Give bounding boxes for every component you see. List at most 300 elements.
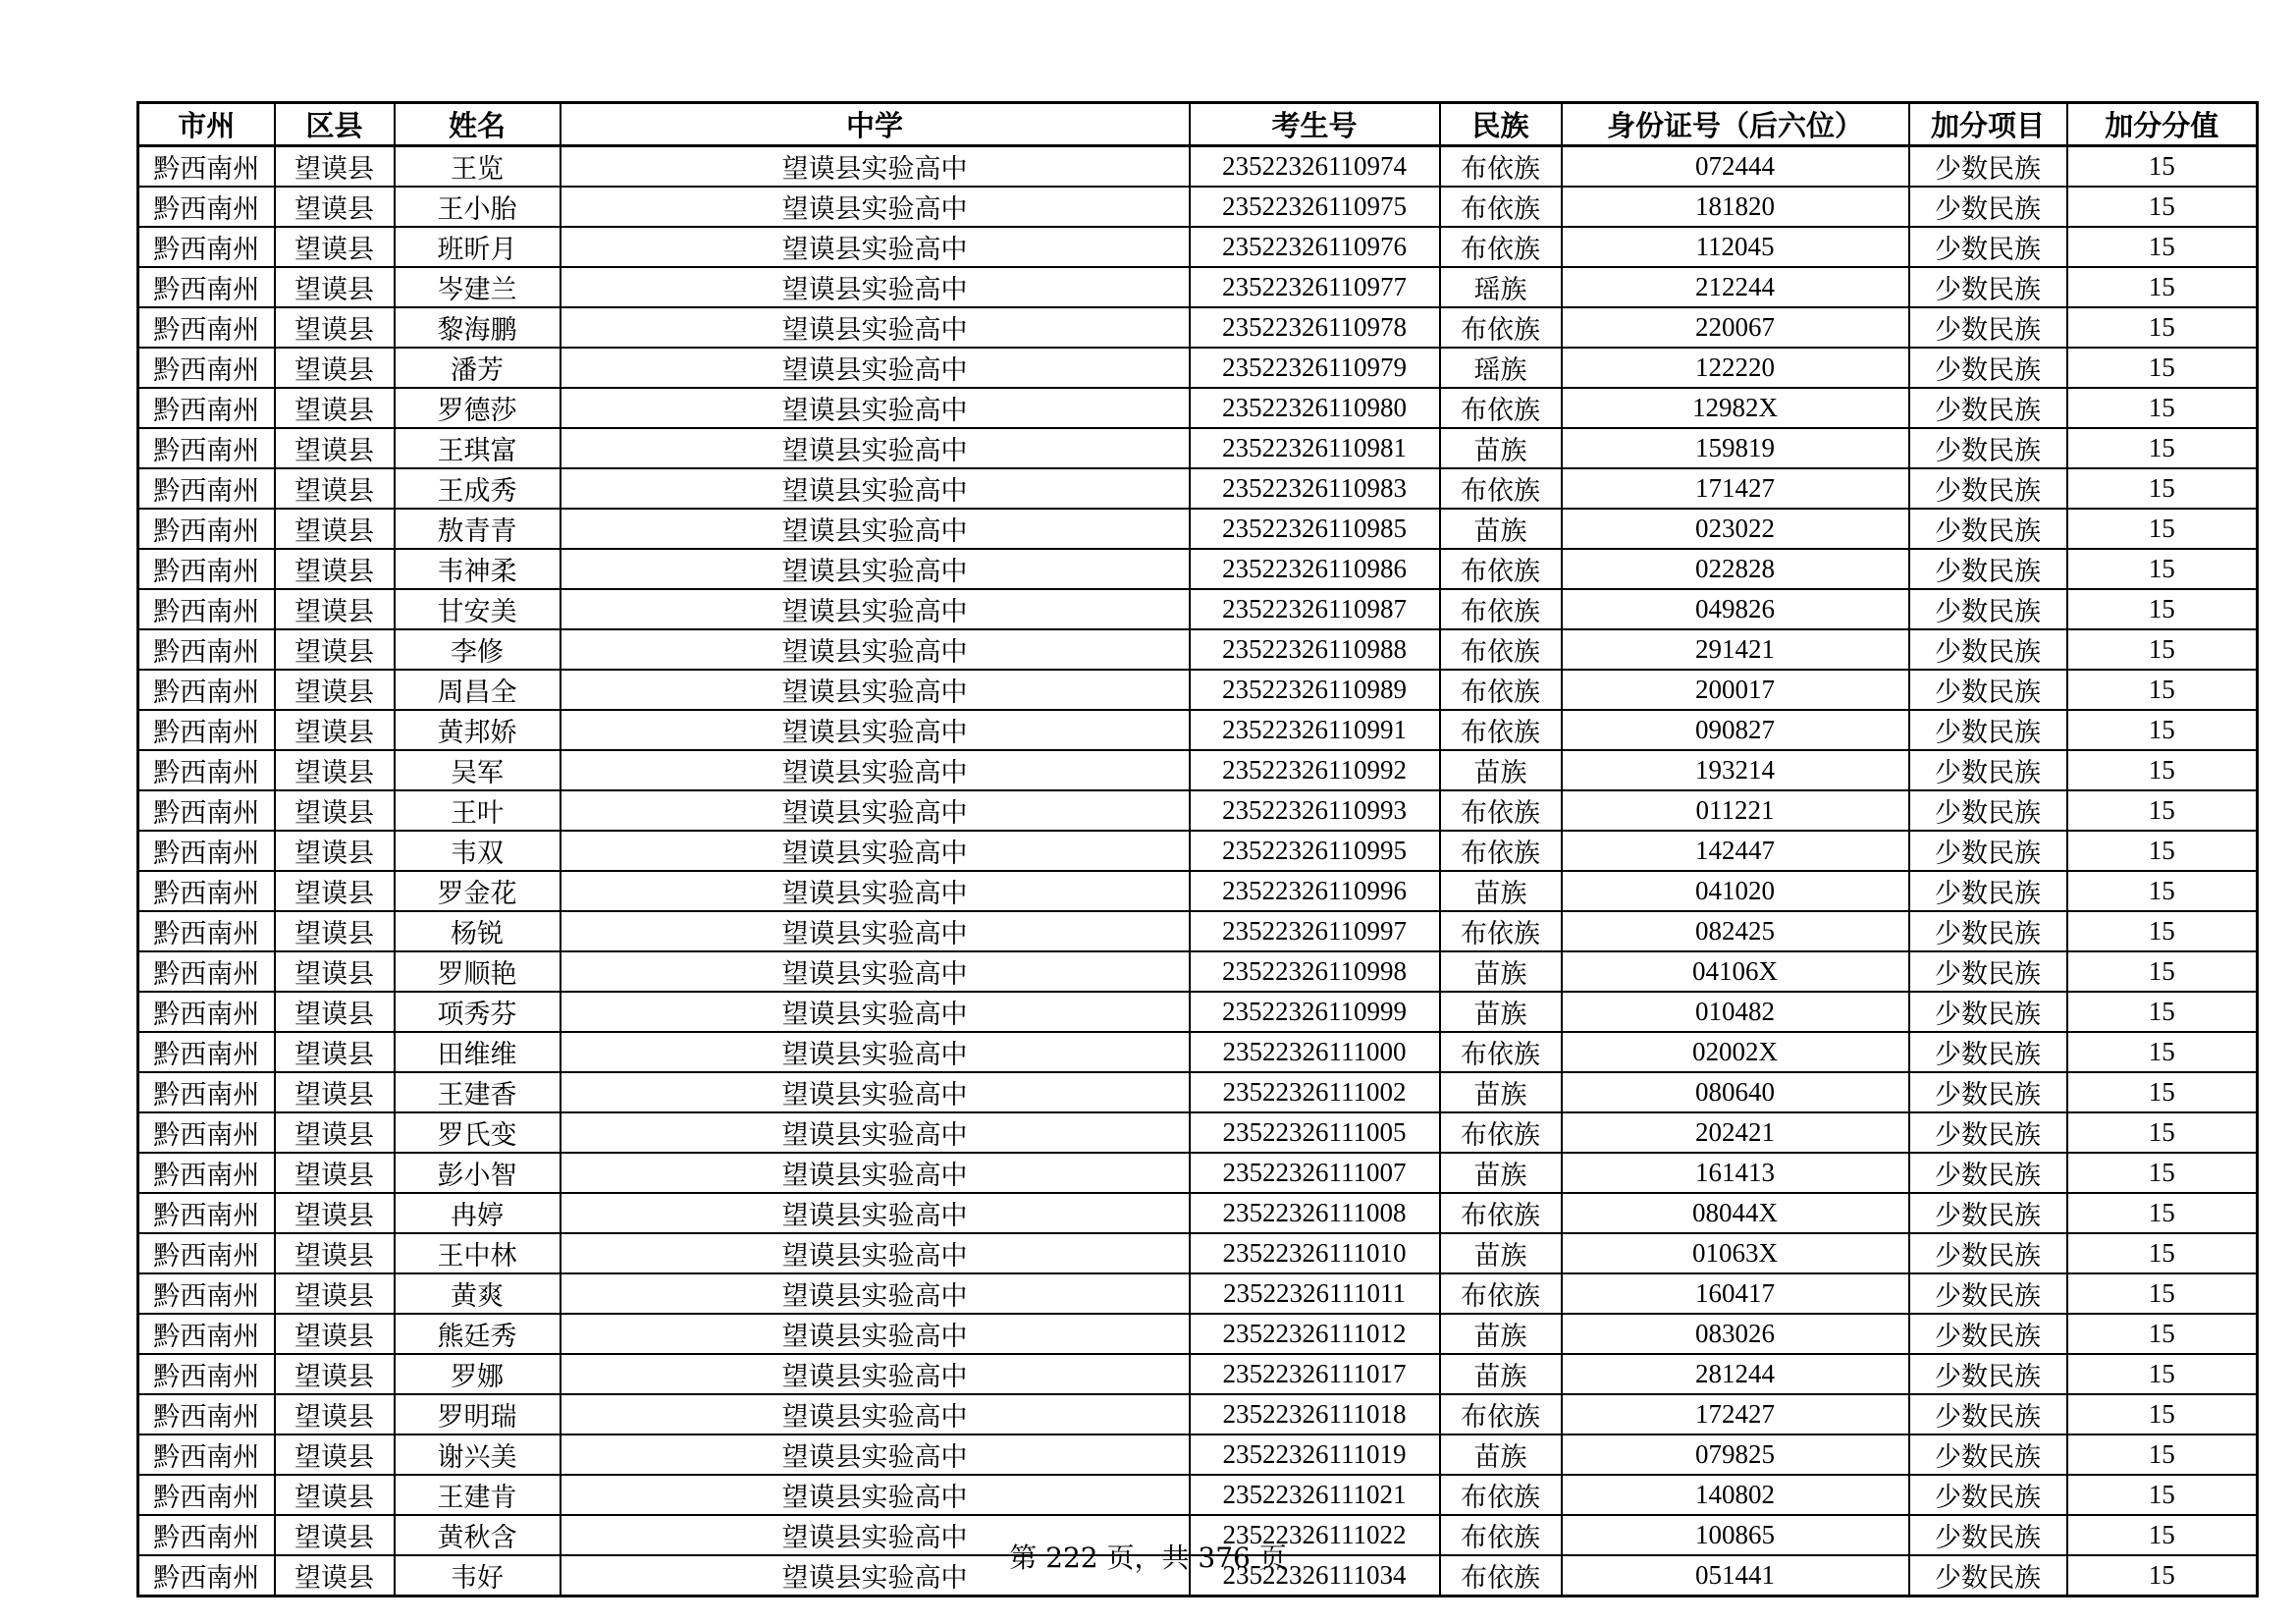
cell-name: 田维维 [395, 1032, 561, 1072]
cell-bonus-item: 少数民族 [1909, 1032, 2067, 1072]
cell-bonus-points: 15 [2067, 1112, 2258, 1153]
cell-name: 王琪富 [395, 428, 561, 468]
cell-bonus-item: 少数民族 [1909, 911, 2067, 951]
cell-school: 望谟县实验高中 [561, 911, 1190, 951]
cell-ethnicity: 布依族 [1440, 468, 1562, 509]
cell-school: 望谟县实验高中 [561, 1435, 1190, 1475]
cell-city: 黔西南州 [138, 388, 275, 428]
cell-bonus-item: 少数民族 [1909, 871, 2067, 911]
cell-city: 黔西南州 [138, 951, 275, 992]
cell-name: 李修 [395, 629, 561, 670]
cell-bonus-points: 15 [2067, 1314, 2258, 1354]
cell-ethnicity: 布依族 [1440, 1032, 1562, 1072]
cell-bonus-points: 15 [2067, 1435, 2258, 1475]
cell-county: 望谟县 [275, 227, 395, 267]
header-ethnicity: 民族 [1440, 103, 1562, 146]
cell-bonus-points: 15 [2067, 549, 2258, 589]
cell-id-last-six: 100865 [1562, 1515, 1909, 1555]
cell-county: 望谟县 [275, 348, 395, 388]
cell-id-last-six: 08044X [1562, 1193, 1909, 1233]
cell-ethnicity: 苗族 [1440, 1233, 1562, 1273]
cell-bonus-item: 少数民族 [1909, 1314, 2067, 1354]
cell-bonus-item: 少数民族 [1909, 831, 2067, 871]
cell-bonus-item: 少数民族 [1909, 388, 2067, 428]
cell-school: 望谟县实验高中 [561, 187, 1190, 227]
cell-city: 黔西南州 [138, 750, 275, 790]
cell-id-last-six: 051441 [1562, 1555, 1909, 1597]
page-number: 第 222 页，共 376 页 [1009, 1542, 1287, 1574]
cell-bonus-points: 15 [2067, 187, 2258, 227]
cell-city: 黔西南州 [138, 1273, 275, 1314]
table-row [138, 1233, 2258, 1273]
cell-county: 望谟县 [275, 1354, 395, 1394]
cell-name: 黄爽 [395, 1273, 561, 1314]
table-row [138, 267, 2258, 307]
cell-exam-number: 23522326110991 [1190, 710, 1440, 750]
cell-county: 望谟县 [275, 589, 395, 629]
cell-city: 黔西南州 [138, 1233, 275, 1273]
table-row [138, 1072, 2258, 1112]
table-row [138, 1273, 2258, 1314]
cell-school: 望谟县实验高中 [561, 1515, 1190, 1555]
cell-bonus-item: 少数民族 [1909, 1153, 2067, 1193]
cell-name: 黄秋含 [395, 1515, 561, 1555]
cell-name: 冉婷 [395, 1193, 561, 1233]
cell-bonus-item: 少数民族 [1909, 468, 2067, 509]
cell-county: 望谟县 [275, 992, 395, 1032]
cell-exam-number: 23522326111007 [1190, 1153, 1440, 1193]
cell-city: 黔西南州 [138, 1193, 275, 1233]
cell-name: 班昕月 [395, 227, 561, 267]
table-row [138, 750, 2258, 790]
cell-bonus-item: 少数民族 [1909, 1273, 2067, 1314]
cell-name: 潘芳 [395, 348, 561, 388]
cell-school: 望谟县实验高中 [561, 549, 1190, 589]
cell-name: 王中林 [395, 1233, 561, 1273]
cell-bonus-item: 少数民族 [1909, 428, 2067, 468]
table-row [138, 549, 2258, 589]
cell-county: 望谟县 [275, 388, 395, 428]
cell-bonus-points: 15 [2067, 509, 2258, 549]
table-row [138, 1435, 2258, 1475]
cell-exam-number: 23522326111022 [1190, 1515, 1440, 1555]
cell-school: 望谟县实验高中 [561, 871, 1190, 911]
cell-city: 黔西南州 [138, 428, 275, 468]
cell-city: 黔西南州 [138, 1153, 275, 1193]
cell-bonus-points: 15 [2067, 1515, 2258, 1555]
cell-id-last-six: 080640 [1562, 1072, 1909, 1112]
cell-city: 黔西南州 [138, 509, 275, 549]
cell-county: 望谟县 [275, 1435, 395, 1475]
cell-school: 望谟县实验高中 [561, 388, 1190, 428]
cell-school: 望谟县实验高中 [561, 1354, 1190, 1394]
cell-county: 望谟县 [275, 146, 395, 188]
cell-id-last-six: 122220 [1562, 348, 1909, 388]
cell-ethnicity: 布依族 [1440, 629, 1562, 670]
cell-bonus-points: 15 [2067, 750, 2258, 790]
cell-id-last-six: 072444 [1562, 146, 1909, 188]
cell-bonus-item: 少数民族 [1909, 1072, 2067, 1112]
cell-name: 罗娜 [395, 1354, 561, 1394]
cell-id-last-six: 049826 [1562, 589, 1909, 629]
cell-id-last-six: 112045 [1562, 227, 1909, 267]
cell-bonus-item: 少数民族 [1909, 307, 2067, 348]
cell-bonus-points: 15 [2067, 1153, 2258, 1193]
cell-city: 黔西南州 [138, 549, 275, 589]
table-row [138, 1354, 2258, 1394]
cell-bonus-item: 少数民族 [1909, 790, 2067, 831]
cell-name: 吴军 [395, 750, 561, 790]
cell-school: 望谟县实验高中 [561, 1153, 1190, 1193]
cell-bonus-item: 少数民族 [1909, 1394, 2067, 1435]
table-row [138, 1394, 2258, 1435]
cell-school: 望谟县实验高中 [561, 1475, 1190, 1515]
cell-exam-number: 23522326110987 [1190, 589, 1440, 629]
cell-exam-number: 23522326111011 [1190, 1273, 1440, 1314]
cell-exam-number: 23522326110989 [1190, 670, 1440, 710]
cell-name: 罗金花 [395, 871, 561, 911]
cell-bonus-points: 15 [2067, 1193, 2258, 1233]
cell-ethnicity: 布依族 [1440, 1394, 1562, 1435]
cell-bonus-item: 少数民族 [1909, 710, 2067, 750]
cell-school: 望谟县实验高中 [561, 790, 1190, 831]
cell-county: 望谟县 [275, 750, 395, 790]
cell-ethnicity: 苗族 [1440, 1153, 1562, 1193]
cell-bonus-item: 少数民族 [1909, 589, 2067, 629]
cell-bonus-points: 15 [2067, 1072, 2258, 1112]
table-row [138, 146, 2258, 188]
table-row [138, 509, 2258, 549]
table-row [138, 629, 2258, 670]
cell-id-last-six: 193214 [1562, 750, 1909, 790]
table-row [138, 227, 2258, 267]
cell-county: 望谟县 [275, 549, 395, 589]
cell-exam-number: 23522326110980 [1190, 388, 1440, 428]
cell-ethnicity: 苗族 [1440, 871, 1562, 911]
cell-name: 杨锐 [395, 911, 561, 951]
table-row [138, 1112, 2258, 1153]
table-row [138, 187, 2258, 227]
cell-county: 望谟县 [275, 1072, 395, 1112]
cell-bonus-item: 少数民族 [1909, 1475, 2067, 1515]
table-row [138, 348, 2258, 388]
cell-bonus-points: 15 [2067, 589, 2258, 629]
cell-bonus-points: 15 [2067, 468, 2258, 509]
cell-exam-number: 23522326110997 [1190, 911, 1440, 951]
table-row [138, 710, 2258, 750]
cell-exam-number: 23522326110996 [1190, 871, 1440, 911]
cell-ethnicity: 布依族 [1440, 187, 1562, 227]
cell-school: 望谟县实验高中 [561, 227, 1190, 267]
cell-bonus-item: 少数民族 [1909, 670, 2067, 710]
cell-county: 望谟县 [275, 187, 395, 227]
cell-exam-number: 23522326110992 [1190, 750, 1440, 790]
cell-bonus-points: 15 [2067, 629, 2258, 670]
cell-ethnicity: 布依族 [1440, 307, 1562, 348]
cell-county: 望谟县 [275, 1555, 395, 1597]
cell-bonus-points: 15 [2067, 227, 2258, 267]
cell-id-last-six: 200017 [1562, 670, 1909, 710]
cell-id-last-six: 010482 [1562, 992, 1909, 1032]
cell-bonus-item: 少数民族 [1909, 750, 2067, 790]
cell-city: 黔西南州 [138, 1475, 275, 1515]
header-name: 姓名 [395, 103, 561, 146]
cell-exam-number: 23522326111017 [1190, 1354, 1440, 1394]
cell-name: 王成秀 [395, 468, 561, 509]
cell-id-last-six: 160417 [1562, 1273, 1909, 1314]
cell-bonus-points: 15 [2067, 670, 2258, 710]
cell-id-last-six: 079825 [1562, 1435, 1909, 1475]
cell-city: 黔西南州 [138, 227, 275, 267]
cell-school: 望谟县实验高中 [561, 670, 1190, 710]
cell-id-last-six: 140802 [1562, 1475, 1909, 1515]
cell-city: 黔西南州 [138, 1555, 275, 1597]
cell-name: 彭小智 [395, 1153, 561, 1193]
cell-name: 熊廷秀 [395, 1314, 561, 1354]
cell-school: 望谟县实验高中 [561, 348, 1190, 388]
cell-name: 罗明瑞 [395, 1394, 561, 1435]
cell-id-last-six: 011221 [1562, 790, 1909, 831]
cell-name: 王建香 [395, 1072, 561, 1112]
cell-name: 罗氏变 [395, 1112, 561, 1153]
cell-bonus-points: 15 [2067, 992, 2258, 1032]
cell-school: 望谟县实验高中 [561, 1273, 1190, 1314]
cell-bonus-points: 15 [2067, 951, 2258, 992]
cell-school: 望谟县实验高中 [561, 589, 1190, 629]
cell-county: 望谟县 [275, 468, 395, 509]
cell-ethnicity: 苗族 [1440, 1435, 1562, 1475]
cell-exam-number: 23522326110998 [1190, 951, 1440, 992]
cell-city: 黔西南州 [138, 1314, 275, 1354]
cell-bonus-item: 少数民族 [1909, 629, 2067, 670]
cell-exam-number: 23522326110986 [1190, 549, 1440, 589]
cell-exam-number: 23522326111019 [1190, 1435, 1440, 1475]
cell-id-last-six: 181820 [1562, 187, 1909, 227]
cell-bonus-item: 少数民族 [1909, 509, 2067, 549]
cell-id-last-six: 202421 [1562, 1112, 1909, 1153]
table-row [138, 589, 2258, 629]
cell-bonus-points: 15 [2067, 348, 2258, 388]
cell-bonus-points: 15 [2067, 388, 2258, 428]
table-row [138, 911, 2258, 951]
cell-school: 望谟县实验高中 [561, 146, 1190, 188]
cell-county: 望谟县 [275, 1314, 395, 1354]
cell-ethnicity: 布依族 [1440, 589, 1562, 629]
header-county: 区县 [275, 103, 395, 146]
cell-county: 望谟县 [275, 951, 395, 992]
cell-id-last-six: 082425 [1562, 911, 1909, 951]
cell-school: 望谟县实验高中 [561, 1555, 1190, 1597]
cell-id-last-six: 083026 [1562, 1314, 1909, 1354]
cell-name: 黄邦娇 [395, 710, 561, 750]
cell-city: 黔西南州 [138, 146, 275, 188]
cell-name: 韦神柔 [395, 549, 561, 589]
cell-school: 望谟县实验高中 [561, 307, 1190, 348]
cell-exam-number: 23522326110988 [1190, 629, 1440, 670]
cell-ethnicity: 布依族 [1440, 227, 1562, 267]
cell-county: 望谟县 [275, 1394, 395, 1435]
cell-bonus-points: 15 [2067, 1354, 2258, 1394]
cell-bonus-item: 少数民族 [1909, 992, 2067, 1032]
cell-exam-number: 23522326111005 [1190, 1112, 1440, 1153]
cell-ethnicity: 苗族 [1440, 750, 1562, 790]
cell-ethnicity: 布依族 [1440, 1273, 1562, 1314]
cell-school: 望谟县实验高中 [561, 831, 1190, 871]
cell-ethnicity: 苗族 [1440, 992, 1562, 1032]
cell-ethnicity: 布依族 [1440, 911, 1562, 951]
table-row [138, 951, 2258, 992]
table-row [138, 992, 2258, 1032]
cell-school: 望谟县实验高中 [561, 1032, 1190, 1072]
cell-school: 望谟县实验高中 [561, 992, 1190, 1032]
cell-ethnicity: 瑶族 [1440, 267, 1562, 307]
cell-bonus-item: 少数民族 [1909, 1233, 2067, 1273]
cell-bonus-item: 少数民族 [1909, 951, 2067, 992]
cell-school: 望谟县实验高中 [561, 750, 1190, 790]
cell-exam-number: 23522326110981 [1190, 428, 1440, 468]
cell-city: 黔西南州 [138, 1072, 275, 1112]
cell-school: 望谟县实验高中 [561, 629, 1190, 670]
cell-bonus-item: 少数民族 [1909, 187, 2067, 227]
cell-id-last-six: 171427 [1562, 468, 1909, 509]
table-row [138, 1032, 2258, 1072]
cell-ethnicity: 苗族 [1440, 1314, 1562, 1354]
cell-id-last-six: 281244 [1562, 1354, 1909, 1394]
cell-name: 周昌全 [395, 670, 561, 710]
cell-county: 望谟县 [275, 871, 395, 911]
cell-city: 黔西南州 [138, 307, 275, 348]
cell-exam-number: 23522326110978 [1190, 307, 1440, 348]
cell-county: 望谟县 [275, 267, 395, 307]
cell-ethnicity: 布依族 [1440, 388, 1562, 428]
cell-county: 望谟县 [275, 710, 395, 750]
cell-name: 黎海鹏 [395, 307, 561, 348]
cell-bonus-points: 15 [2067, 1394, 2258, 1435]
cell-county: 望谟县 [275, 790, 395, 831]
cell-exam-number: 23522326111034 [1190, 1555, 1440, 1597]
cell-id-last-six: 161413 [1562, 1153, 1909, 1193]
cell-bonus-item: 少数民族 [1909, 227, 2067, 267]
cell-exam-number: 23522326111008 [1190, 1193, 1440, 1233]
header-school: 中学 [561, 103, 1190, 146]
cell-name: 王叶 [395, 790, 561, 831]
cell-ethnicity: 布依族 [1440, 831, 1562, 871]
cell-name: 敖青青 [395, 509, 561, 549]
table-row [138, 670, 2258, 710]
cell-id-last-six: 142447 [1562, 831, 1909, 871]
cell-id-last-six: 041020 [1562, 871, 1909, 911]
cell-bonus-item: 少数民族 [1909, 1555, 2067, 1597]
cell-exam-number: 23522326111012 [1190, 1314, 1440, 1354]
cell-bonus-points: 15 [2067, 307, 2258, 348]
cell-school: 望谟县实验高中 [561, 509, 1190, 549]
cell-county: 望谟县 [275, 307, 395, 348]
cell-school: 望谟县实验高中 [561, 428, 1190, 468]
cell-ethnicity: 苗族 [1440, 509, 1562, 549]
cell-school: 望谟县实验高中 [561, 267, 1190, 307]
table-row [138, 1475, 2258, 1515]
cell-id-last-six: 172427 [1562, 1394, 1909, 1435]
cell-city: 黔西南州 [138, 871, 275, 911]
cell-ethnicity: 苗族 [1440, 1072, 1562, 1112]
table-row [138, 388, 2258, 428]
cell-city: 黔西南州 [138, 992, 275, 1032]
cell-name: 项秀芬 [395, 992, 561, 1032]
header-row [138, 103, 2258, 146]
header-bonus-points: 加分分值 [2067, 103, 2258, 146]
cell-ethnicity: 布依族 [1440, 1112, 1562, 1153]
cell-county: 望谟县 [275, 831, 395, 871]
table-row [138, 307, 2258, 348]
cell-school: 望谟县实验高中 [561, 1112, 1190, 1153]
cell-name: 岑建兰 [395, 267, 561, 307]
cell-exam-number: 23522326111010 [1190, 1233, 1440, 1273]
cell-exam-number: 23522326110977 [1190, 267, 1440, 307]
cell-exam-number: 23522326111018 [1190, 1394, 1440, 1435]
cell-id-last-six: 04106X [1562, 951, 1909, 992]
cell-ethnicity: 瑶族 [1440, 348, 1562, 388]
cell-exam-number: 23522326110999 [1190, 992, 1440, 1032]
table-row [138, 1153, 2258, 1193]
cell-city: 黔西南州 [138, 1354, 275, 1394]
cell-city: 黔西南州 [138, 589, 275, 629]
cell-bonus-item: 少数民族 [1909, 348, 2067, 388]
cell-ethnicity: 布依族 [1440, 710, 1562, 750]
cell-bonus-points: 15 [2067, 1032, 2258, 1072]
cell-name: 罗德莎 [395, 388, 561, 428]
cell-county: 望谟县 [275, 509, 395, 549]
cell-bonus-points: 15 [2067, 146, 2258, 188]
cell-bonus-points: 15 [2067, 911, 2258, 951]
table-body [138, 146, 2258, 1597]
cell-bonus-points: 15 [2067, 1273, 2258, 1314]
cell-exam-number: 23522326111021 [1190, 1475, 1440, 1515]
cell-ethnicity: 布依族 [1440, 549, 1562, 589]
table-row [138, 790, 2258, 831]
cell-county: 望谟县 [275, 1032, 395, 1072]
cell-ethnicity: 布依族 [1440, 146, 1562, 188]
cell-county: 望谟县 [275, 1515, 395, 1555]
cell-city: 黔西南州 [138, 831, 275, 871]
cell-city: 黔西南州 [138, 670, 275, 710]
cell-bonus-points: 15 [2067, 267, 2258, 307]
cell-id-last-six: 01063X [1562, 1233, 1909, 1273]
cell-id-last-six: 023022 [1562, 509, 1909, 549]
table-row [138, 468, 2258, 509]
cell-ethnicity: 布依族 [1440, 1475, 1562, 1515]
cell-name: 王建肯 [395, 1475, 561, 1515]
cell-city: 黔西南州 [138, 629, 275, 670]
cell-city: 黔西南州 [138, 1032, 275, 1072]
cell-bonus-item: 少数民族 [1909, 549, 2067, 589]
cell-exam-number: 23522326110974 [1190, 146, 1440, 188]
cell-school: 望谟县实验高中 [561, 1193, 1190, 1233]
cell-exam-number: 23522326110993 [1190, 790, 1440, 831]
table-row [138, 831, 2258, 871]
cell-ethnicity: 布依族 [1440, 670, 1562, 710]
cell-name: 王小胎 [395, 187, 561, 227]
table-header [138, 103, 2258, 146]
cell-county: 望谟县 [275, 1233, 395, 1273]
roster-table [136, 101, 2259, 1597]
cell-county: 望谟县 [275, 670, 395, 710]
cell-county: 望谟县 [275, 911, 395, 951]
cell-bonus-points: 15 [2067, 871, 2258, 911]
cell-bonus-item: 少数民族 [1909, 146, 2067, 188]
cell-name: 谢兴美 [395, 1435, 561, 1475]
cell-county: 望谟县 [275, 1153, 395, 1193]
cell-city: 黔西南州 [138, 911, 275, 951]
